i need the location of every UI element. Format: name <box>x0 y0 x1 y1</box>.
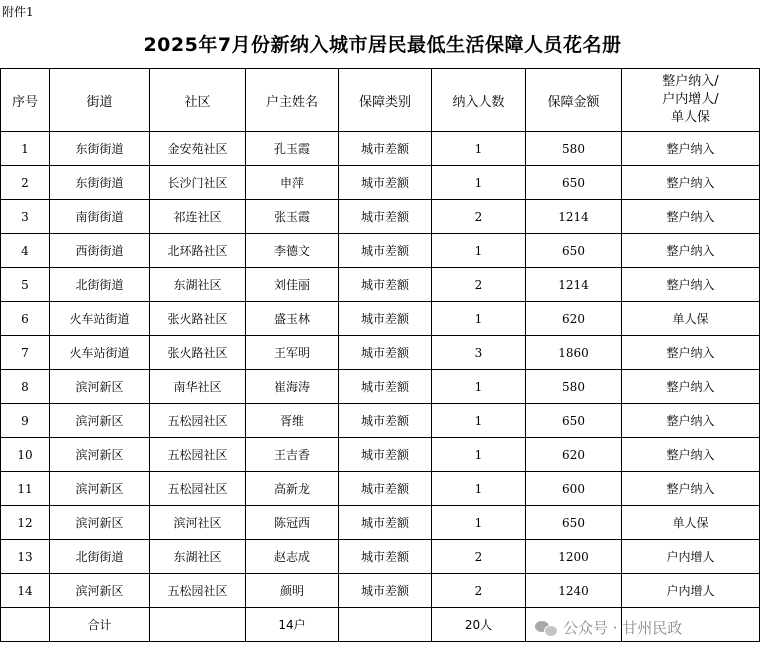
header-type: 保障类别 <box>339 69 432 132</box>
cell-amount: 1214 <box>526 268 622 302</box>
header-street: 街道 <box>50 69 150 132</box>
watermark-text: 公众号 · 甘州民政 <box>563 619 683 637</box>
cell-mode: 整户纳入 <box>622 132 760 166</box>
cell-mode: 整户纳入 <box>622 234 760 268</box>
cell-type: 城市差额 <box>339 540 432 574</box>
cell-street: 北街街道 <box>50 268 150 302</box>
cell-community: 金安苑社区 <box>150 132 246 166</box>
cell-count: 1 <box>432 302 526 336</box>
cell-head-name: 陈冠西 <box>246 506 339 540</box>
cell-head-name: 王军明 <box>246 336 339 370</box>
cell-mode: 整户纳入 <box>622 438 760 472</box>
table-row <box>1 200 760 234</box>
cell-seq: 12 <box>1 506 50 540</box>
cell-type: 城市差额 <box>339 472 432 506</box>
cell-amount: 650 <box>526 404 622 438</box>
cell-head-name: 孔玉霞 <box>246 132 339 166</box>
cell-amount: 1860 <box>526 336 622 370</box>
cell-head-name: 盛玉林 <box>246 302 339 336</box>
table-row <box>1 438 760 472</box>
cell-street: 滨河新区 <box>50 438 150 472</box>
header-head-name: 户主姓名 <box>246 69 339 132</box>
totals-seq-cell <box>1 608 50 642</box>
cell-mode: 整户纳入 <box>622 166 760 200</box>
cell-community: 五松园社区 <box>150 574 246 608</box>
cell-seq: 2 <box>1 166 50 200</box>
cell-count: 2 <box>432 574 526 608</box>
table-row <box>1 540 760 574</box>
cell-head-name: 申萍 <box>246 166 339 200</box>
cell-count: 3 <box>432 336 526 370</box>
cell-count: 1 <box>432 506 526 540</box>
cell-head-name: 赵志成 <box>246 540 339 574</box>
cell-amount: 1240 <box>526 574 622 608</box>
totals-persons: 20人 <box>432 608 526 642</box>
cell-seq: 6 <box>1 302 50 336</box>
cell-mode: 整户纳入 <box>622 370 760 404</box>
cell-amount: 580 <box>526 370 622 404</box>
cell-seq: 11 <box>1 472 50 506</box>
cell-seq: 8 <box>1 370 50 404</box>
table-row <box>1 404 760 438</box>
cell-seq: 13 <box>1 540 50 574</box>
cell-count: 1 <box>432 370 526 404</box>
header-mode <box>622 69 760 132</box>
cell-type: 城市差额 <box>339 574 432 608</box>
cell-community: 滨河社区 <box>150 506 246 540</box>
cell-amount: 650 <box>526 166 622 200</box>
cell-seq: 10 <box>1 438 50 472</box>
cell-count: 1 <box>432 132 526 166</box>
cell-count: 1 <box>432 234 526 268</box>
cell-head-name: 颜明 <box>246 574 339 608</box>
cell-community: 东湖社区 <box>150 268 246 302</box>
table-row <box>1 472 760 506</box>
cell-count: 2 <box>432 268 526 302</box>
cell-community: 张火路社区 <box>150 336 246 370</box>
cell-type: 城市差额 <box>339 438 432 472</box>
table-row <box>1 506 760 540</box>
cell-type: 城市差额 <box>339 506 432 540</box>
cell-count: 1 <box>432 472 526 506</box>
cell-seq: 5 <box>1 268 50 302</box>
cell-street: 南街街道 <box>50 200 150 234</box>
cell-head-name: 崔海涛 <box>246 370 339 404</box>
table-row <box>1 336 760 370</box>
cell-amount: 580 <box>526 132 622 166</box>
cell-community: 祁连社区 <box>150 200 246 234</box>
cell-amount: 650 <box>526 506 622 540</box>
cell-amount: 620 <box>526 438 622 472</box>
totals-type-cell <box>339 608 432 642</box>
cell-mode: 整户纳入 <box>622 472 760 506</box>
cell-head-name: 胥维 <box>246 404 339 438</box>
cell-head-name: 高新龙 <box>246 472 339 506</box>
cell-mode: 户内增人 <box>622 574 760 608</box>
cell-seq: 1 <box>1 132 50 166</box>
wechat-icon <box>535 619 557 637</box>
cell-type: 城市差额 <box>339 268 432 302</box>
cell-community: 长沙门社区 <box>150 166 246 200</box>
cell-head-name: 李德文 <box>246 234 339 268</box>
cell-amount: 620 <box>526 302 622 336</box>
cell-seq: 14 <box>1 574 50 608</box>
cell-community: 五松园社区 <box>150 472 246 506</box>
table-row <box>1 574 760 608</box>
cell-seq: 4 <box>1 234 50 268</box>
cell-community: 南华社区 <box>150 370 246 404</box>
cell-amount: 650 <box>526 234 622 268</box>
cell-street: 滨河新区 <box>50 506 150 540</box>
cell-count: 1 <box>432 404 526 438</box>
cell-community: 五松园社区 <box>150 404 246 438</box>
cell-community: 北环路社区 <box>150 234 246 268</box>
cell-type: 城市差额 <box>339 234 432 268</box>
cell-street: 东街街道 <box>50 166 150 200</box>
table-row <box>1 234 760 268</box>
totals-households: 14户 <box>246 608 339 642</box>
cell-type: 城市差额 <box>339 166 432 200</box>
header-amount: 保障金额 <box>526 69 622 132</box>
header-community: 社区 <box>150 69 246 132</box>
cell-community: 五松园社区 <box>150 438 246 472</box>
cell-type: 城市差额 <box>339 132 432 166</box>
cell-seq: 3 <box>1 200 50 234</box>
table-row <box>1 302 760 336</box>
header-count: 纳入人数 <box>432 69 526 132</box>
cell-amount: 600 <box>526 472 622 506</box>
totals-community-cell <box>150 608 246 642</box>
cell-community: 张火路社区 <box>150 302 246 336</box>
cell-street: 西街街道 <box>50 234 150 268</box>
cell-community: 东湖社区 <box>150 540 246 574</box>
attachment-label: 附件1 <box>2 5 34 19</box>
cell-street: 滨河新区 <box>50 370 150 404</box>
table-header-row <box>1 69 760 132</box>
cell-mode: 整户纳入 <box>622 268 760 302</box>
cell-mode: 整户纳入 <box>622 336 760 370</box>
cell-head-name: 刘佳丽 <box>246 268 339 302</box>
cell-count: 1 <box>432 166 526 200</box>
cell-count: 1 <box>432 438 526 472</box>
cell-head-name: 张玉霞 <box>246 200 339 234</box>
cell-type: 城市差额 <box>339 336 432 370</box>
table-body <box>1 132 760 608</box>
cell-street: 滨河新区 <box>50 574 150 608</box>
table-row <box>1 268 760 302</box>
cell-type: 城市差额 <box>339 302 432 336</box>
cell-street: 滨河新区 <box>50 404 150 438</box>
page-title: 2025年7月份新纳入城市居民最低生活保障人员花名册 <box>143 34 622 56</box>
totals-label: 合计 <box>50 608 150 642</box>
cell-count: 2 <box>432 540 526 574</box>
watermark <box>535 617 682 638</box>
cell-amount: 1214 <box>526 200 622 234</box>
header-seq: 序号 <box>1 69 50 132</box>
header-mode-line3: 单人保 <box>670 110 710 125</box>
roster-table <box>0 68 760 642</box>
cell-head-name: 王吉香 <box>246 438 339 472</box>
cell-street: 北街街道 <box>50 540 150 574</box>
cell-street: 火车站街道 <box>50 302 150 336</box>
table-row <box>1 166 760 200</box>
cell-mode: 整户纳入 <box>622 200 760 234</box>
cell-street: 东街街道 <box>50 132 150 166</box>
cell-count: 2 <box>432 200 526 234</box>
cell-type: 城市差额 <box>339 200 432 234</box>
cell-amount: 1200 <box>526 540 622 574</box>
cell-type: 城市差额 <box>339 370 432 404</box>
cell-mode: 单人保 <box>622 506 760 540</box>
table-row <box>1 370 760 404</box>
table-row <box>1 132 760 166</box>
cell-street: 火车站街道 <box>50 336 150 370</box>
cell-mode: 整户纳入 <box>622 404 760 438</box>
cell-street: 滨河新区 <box>50 472 150 506</box>
cell-seq: 9 <box>1 404 50 438</box>
header-mode-line2: 户内增人/ <box>662 92 719 107</box>
cell-mode: 户内增人 <box>622 540 760 574</box>
cell-type: 城市差额 <box>339 404 432 438</box>
cell-mode: 单人保 <box>622 302 760 336</box>
header-mode-line1: 整户纳入/ <box>662 74 719 89</box>
cell-seq: 7 <box>1 336 50 370</box>
